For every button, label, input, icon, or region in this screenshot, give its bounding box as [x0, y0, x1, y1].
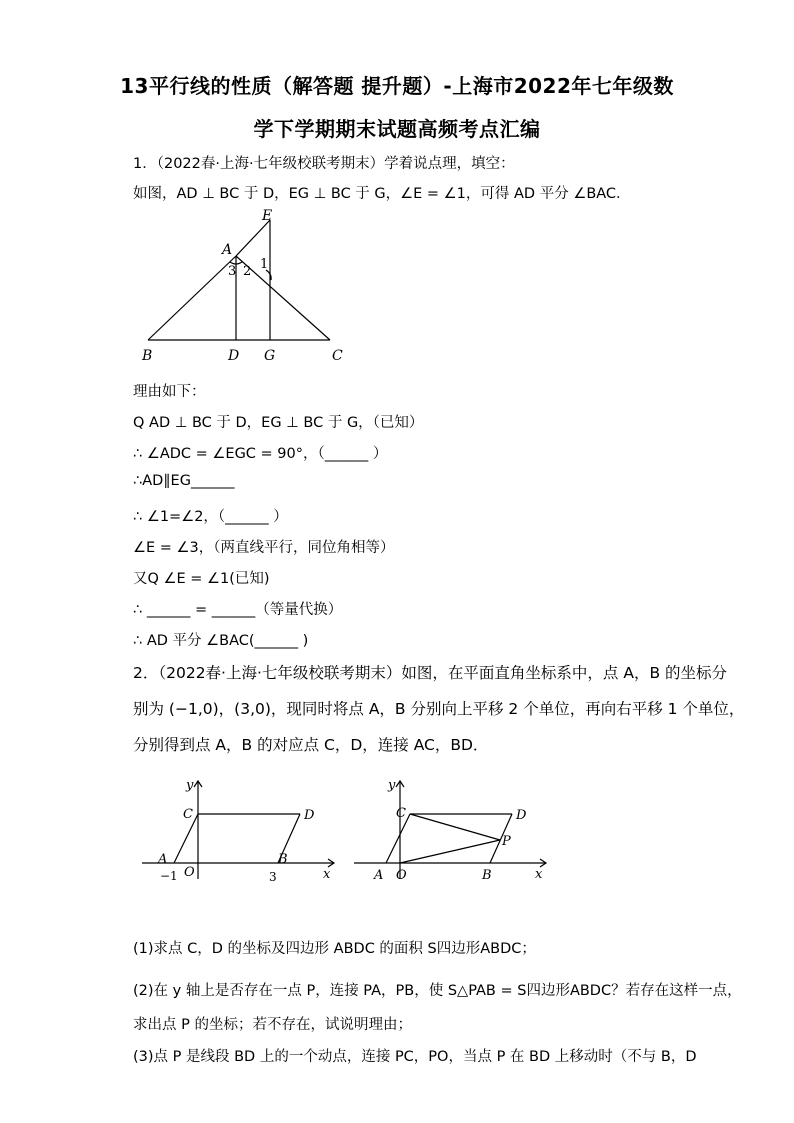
fig2-y: y — [388, 778, 396, 793]
fig2-B: B — [482, 868, 492, 883]
q1-statement: 如图，AD ⊥ BC 于 D，EG ⊥ BC 于 G，∠E = ∠1，可得 AD 平分 ∠BAC． — [133, 186, 631, 202]
q1-header: 1．（2022春·上海·七年级校联考期末）学着说点理，填空： — [133, 156, 515, 172]
q2-line-2: 别为 (−1,0)，(3,0)，现同时将点 A，B 分别向上平移 2 个单位，再向右平移 1 个单位， — [133, 700, 745, 718]
fig1-neg1: −1 — [160, 869, 178, 883]
label-E: E — [262, 208, 273, 224]
label-1: 1 — [260, 257, 269, 272]
q2-figure-2 — [350, 775, 555, 887]
label-C: C — [332, 348, 343, 364]
q1-step-8: ∴ AD 平分 ∠BAC(______ ) — [133, 633, 309, 649]
fig1-A: A — [158, 852, 168, 867]
label-2: 2 — [243, 264, 252, 279]
fig2-P: P — [502, 834, 511, 849]
q2-part-2-line2: 求出点 P 的坐标；若不存在，试说明理由； — [133, 1017, 412, 1033]
fig2-A: A — [374, 868, 384, 883]
fig1-B: B — [278, 852, 288, 867]
q1-step-3: ∴AD∥EG______ — [133, 473, 235, 489]
q1-step-4: ∴ ∠1=∠2，（______ ） — [133, 509, 288, 525]
q2-line-3: 分别得到点 A，B 的对应点 C，D，连接 AC，BD． — [133, 736, 489, 754]
label-B: B — [142, 348, 153, 364]
fig1-x: x — [323, 867, 331, 882]
label-G: G — [264, 348, 276, 364]
fig1-O: O — [184, 865, 195, 880]
label-A: A — [222, 242, 233, 258]
fig2-C: C — [396, 806, 406, 821]
q1-step-5: ∠E = ∠3，（两直线平行，同位角相等） — [133, 540, 395, 556]
q1-step-2: ∴ ∠ADC = ∠EGC = 90°，（______ ） — [133, 446, 388, 462]
fig1-3: 3 — [269, 870, 277, 884]
fig2-x: x — [535, 867, 543, 882]
q2-part-2-line1: (2)在 y 轴上是否存在一点 P，连接 PA，PB，使 S△PAB = S四边形ABDC？若存在这样一点， — [133, 983, 742, 999]
q2-part-3: (3)点 P 是线段 BD 上的一个动点，连接 PC，PO，当点 P 在 BD 上移动时（不与 B，D — [133, 1049, 697, 1065]
fig1-D: D — [304, 808, 315, 823]
doc-title-line2: 学下学期期末试题高频考点汇编 — [253, 117, 541, 141]
q2-part-1: (1)求点 C，D 的坐标及四边形 ABDC 的面积 S四边形ABDC； — [133, 941, 536, 957]
fig2-D: D — [516, 808, 527, 823]
doc-title-line1: 13平行线的性质（解答题 提升题）-上海市2022年七年级数 — [120, 74, 674, 98]
label-3: 3 — [228, 264, 237, 279]
q1-step-7: ∴ ______ = ______（等量代换） — [133, 602, 343, 618]
fig1-y: y — [186, 778, 194, 793]
fig2-O: O — [396, 868, 407, 883]
q1-step-6: 又Q ∠E = ∠1(已知) — [133, 571, 270, 587]
q2-line-1: 2．（2022春·上海·七年级校联考期末）如图，在平面直角坐标系中，点 A，B 的坐标分 — [133, 664, 728, 682]
q1-step-1: Q AD ⊥ BC 于 D，EG ⊥ BC 于 G，（已知） — [133, 415, 424, 431]
q1-triangle-figure — [140, 208, 355, 368]
label-D: D — [228, 348, 240, 364]
q2-figure-1 — [138, 775, 343, 887]
q1-reason-intro: 理由如下： — [133, 384, 206, 400]
fig1-C: C — [183, 807, 193, 822]
